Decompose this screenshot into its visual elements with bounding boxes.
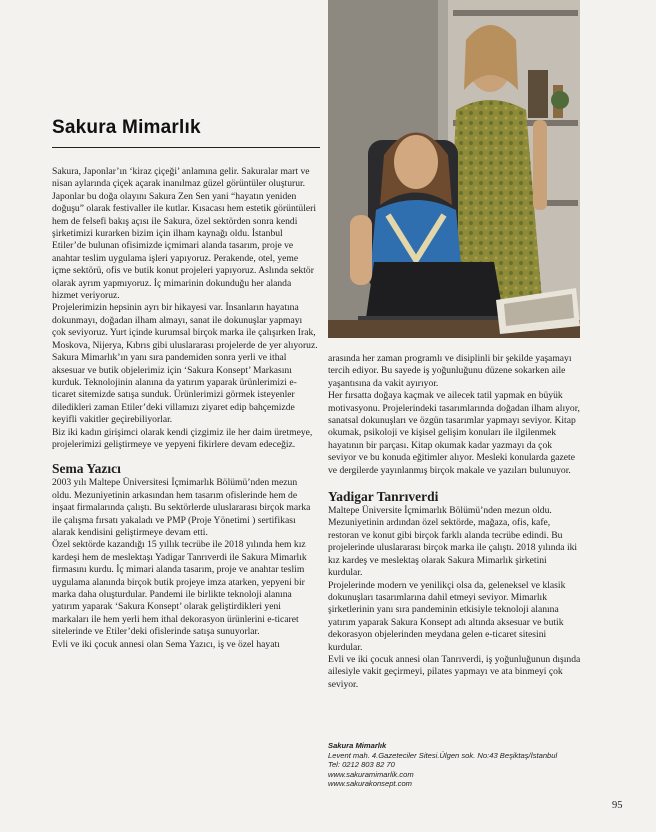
page-title: Sakura Mimarlık xyxy=(52,117,201,138)
yadigar-paragraph: Projelerinde modern ve yenilikçi olsa da, geleneksel ve klasik dokunuşları tasarımlarına dahil etmeyi seviyor. Mimarlık şirketlerinin yanı sıra pandeminin etkisiyle teknoloji alanına yatırım yaparak Sakura Konsept adı altında aksesuar ve butik dekorasyon objelerinden meydana gelen e-ticaret sitesini kurdular. xyxy=(328,579,566,653)
contact-company: Sakura Mimarlık xyxy=(328,741,387,750)
yadigar-paragraph: Maltepe Üniversite İçmimarlık Bölümü’nden mezun oldu. Mezuniyetinin ardından özel sektörde, mağaza, ofis, kafe, restoran ve konut gibi birçok farklı alanda tecrübe edindi. Bu projelerinde uluslararası birçok marka ile çalıştı. 2018 yılında iki kız kardeş ve meslektaş olarak Sakura Mimarlık şirketini kurdular. xyxy=(328,505,578,579)
contact-block xyxy=(328,741,557,789)
contact-phone: Tel: 0212 803 82 70 xyxy=(328,760,395,770)
sema-continued-paragraph: Her fırsatta doğaya kaçmak ve ailecek tatil yapmak en büyük motivasyonu. Projelerindeki tasarımlarında doğadan ilham alıyor, sanatsal dokunuşları ve özgün tasarımlar yapmayı seviyor. Kitap okumak, psikoloji ve kişisel gelişim konuları ile ilgilenmek hayatının bir parçası. Kitap okumak kadar yazmayı da çok seviyor ve bu konuda eğitimler alıyor. Mesleki konularda gazete ve dergilerde yayınlanmış birçok makale ve yazıları bulunuyor. xyxy=(328,390,580,476)
sema-paragraph: Özel sektörde kazandığı 15 yıllık tecrübe ile 2018 yılında hem kız kardeşi hem de meslektaşı Yadigar Tanrıverdi ile Sakura Mimarlık firmasını kurdu. İç mimari alanda tasarım, proje ve anahtar teslim uygulama alanında birçok butik projeye imza atarken, yepyeni bir marka daha oluşturdular. Pandemi ile birlikte teknoloji alanına yatırım yaparak ‘Sakura Konsept’ olarak geliştirdikleri yeni markaları ile hem yerli hem ithal dekorasyon ürünlerini e-ticaret sitelerinde ve Etiler’deki ofislerinde satışa sunuyorlar. xyxy=(52,539,307,638)
contact-website-link[interactable]: www.sakuramimarlik.com xyxy=(328,769,414,779)
page-number: 95 xyxy=(612,800,623,811)
yadigar-heading: Yadigar Tanrıverdi xyxy=(328,489,439,505)
intro-paragraph: Biz iki kadın girişimci olarak kendi çizgimiz ile her daim üretmeye, projelerimizi geliştirmeye ve yepyeni fikirlere devam edeceğiz. xyxy=(52,426,313,450)
contact-address: Levent mah. 4.Gazeteciler Sitesi.Ülgen sok. No:43 Beşiktaş/İstanbul xyxy=(328,750,558,760)
contact-website-link[interactable]: www.sakurakonsept.com xyxy=(328,779,412,789)
portrait-photo xyxy=(328,0,580,338)
sema-paragraph: Evli ve iki çocuk annesi olan Sema Yazıcı, iş ve özel hayatı xyxy=(52,638,280,650)
sema-paragraph: 2003 yılı Maltepe Üniversitesi İçmimarlık Bölümü’nden mezun oldu. Mezuniyetinin arkasından hem tasarım ofislerinde hem de inşaat firmalarında çalıştı. Bu sektörlerde uluslararası birçok marka ile çalışma fırsatı yakaladı ve PMP (Proje Yönetimi ) sertifikası alarak kendisini geliştirmeye devam etti. xyxy=(52,477,311,538)
sema-heading: Sema Yazıcı xyxy=(52,461,121,477)
intro-paragraph: Sakura Mimarlık’ın yanı sıra pandemiden sonra yerli ve ithal aksesuar ve butik objelerimiz için ‘Sakura Konsept’ Markasını kurduk. Teknolojinin alanına da yatırım yaparak ürünlerimizi e-ticaret sitemizde satışa sunduk. Ürünlerimizi görmek isteyenler diledikleri zaman Etiler’deki villamızı ziyaret edip bahçemizde keyifli vakitler geçirebiliyorlar. xyxy=(52,352,297,426)
right-column xyxy=(328,353,582,691)
title-divider xyxy=(52,147,320,148)
intro-paragraph: Sakura, Japonlar’ın ‘kiraz çiçeği’ anlamına gelir. Sakuralar mart ve nisan aylarında çiçek açarak inanılmaz güzel görüntüler oluşturur. Japonlar bu doğa olayını Sakura Zen Sen yani “hayatın yeniden doğuşu” olarak festivaller ile kutlar. Kısacası hem estetik görüntüleri hem de felsefi bakış açısı ile Sakura, özel sektörden sonra kendi şirketimizi kurarken bizim için ilham kaynağı oldu. İstanbul Etiler’de bulunan ofisimizde içmimari alanda tasarım, proje ve anahtar teslim uygulama işleri yapıyoruz. Perakende, otel, yeme içme sektörü, ofis ve butik konut projeleri yapıyoruz. Aslında sektör olarak ayrım yapmıyoruz. İç mimarinin dokunduğu her alanda hizmet veriyoruz. xyxy=(52,166,317,302)
sema-continued-paragraph: arasında her zaman programlı ve disiplinli bir şekilde yaşamayı tercih ediyor. Bu sayede iş yoğunluğunu düzene sokarken aile yaşantısına da vakit ayırıyor. xyxy=(328,353,572,389)
yadigar-paragraph: Evli ve iki çocuk annesi olan Tanrıverdi, iş yoğunluğunun dışında ailesiyle vakit geçirmeyi, pilates yapmayı ve ata binmeyi çok seviyor. xyxy=(328,653,581,690)
intro-paragraph: Projelerimizin hepsinin ayrı bir hikayesi var. İnsanların hayatına dokunmayı, doğadan ilham almayı, sanat ile dokunuşlar yapmayı çok seviyoruz. Yurt içinde kurumsal birçok marka ile çalışırken Irak, Moskova, Nijerya, Kıbrıs gibi uluslararası projelerde de yer alıyoruz. xyxy=(52,302,318,351)
left-column xyxy=(52,166,318,651)
